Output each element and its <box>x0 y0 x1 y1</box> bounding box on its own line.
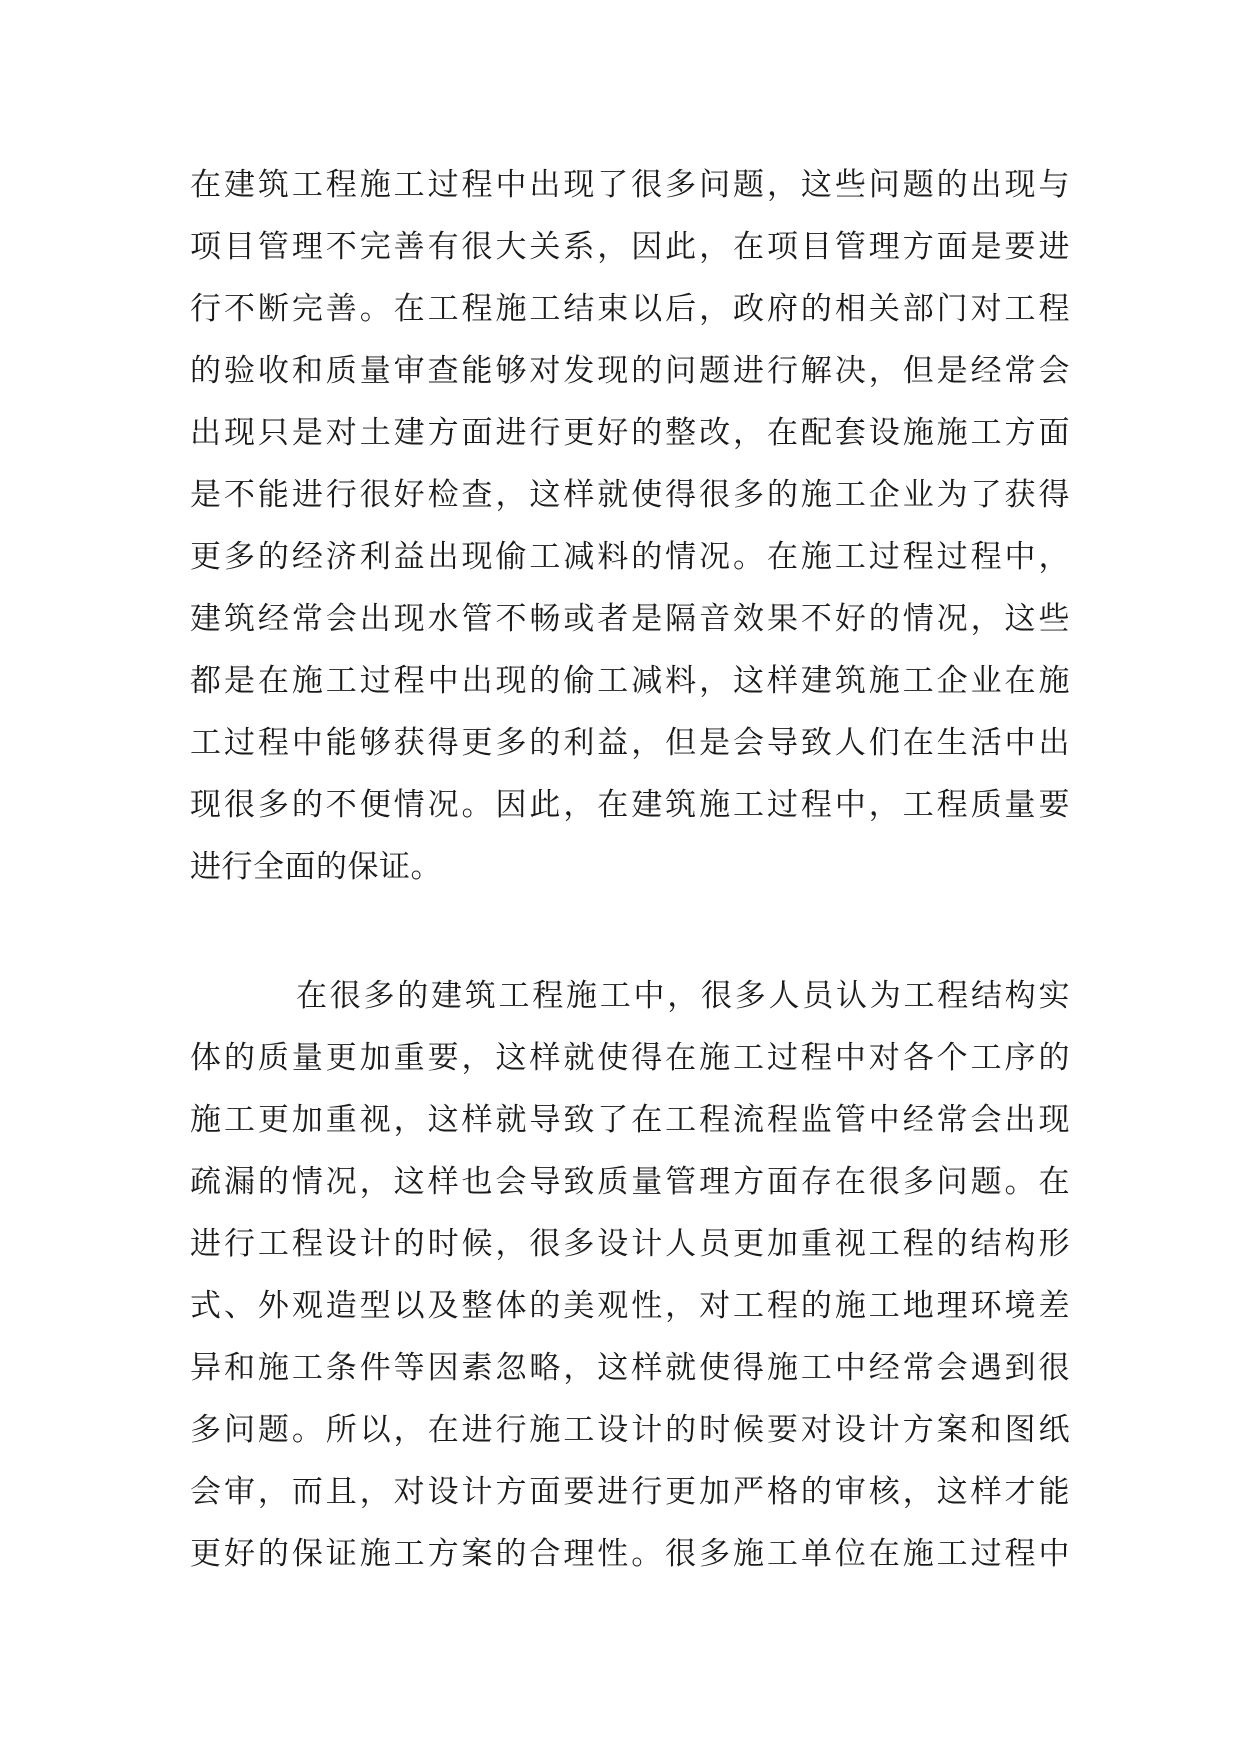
text-line: 异和施工条件等因素忽略，这样就使得施工中经常会遇到很 <box>190 1350 1070 1386</box>
text-line: 在很多的建筑工程施工中，很多人员认为工程结构实 <box>296 978 1070 1014</box>
text-line: 更好的保证施工方案的合理性。很多施工单位在施工过程中 <box>190 1536 1070 1572</box>
text-line: 建筑经常会出现水管不畅或者是隔音效果不好的情况，这些 <box>190 601 1070 637</box>
text-line: 工过程中能够获得更多的利益，但是会导致人们在生活中出 <box>190 725 1070 761</box>
text-line: 更多的经济利益出现偷工减料的情况。在施工过程过程中， <box>190 539 1070 575</box>
text-line: 在建筑工程施工过程中出现了很多问题，这些问题的出现与 <box>190 167 1070 203</box>
text-line: 进行工程设计的时候，很多设计人员更加重视工程的结构形 <box>190 1226 1070 1262</box>
paragraph-2 <box>190 965 1070 1585</box>
paragraph-1 <box>190 154 1070 898</box>
text-line: 的验收和质量审查能够对发现的问题进行解决，但是经常会 <box>190 353 1070 389</box>
text-line: 多问题。所以，在进行施工设计的时候要对设计方案和图纸 <box>190 1412 1070 1448</box>
text-line: 式、外观造型以及整体的美观性，对工程的施工地理环境差 <box>190 1288 1070 1324</box>
text-line: 是不能进行很好检查，这样就使得很多的施工企业为了获得 <box>190 477 1070 513</box>
text-line: 项目管理不完善有很大关系，因此，在项目管理方面是要进 <box>190 229 1070 265</box>
text-line: 会审，而且，对设计方面要进行更加严格的审核，这样才能 <box>190 1474 1070 1510</box>
text-line: 现很多的不便情况。因此，在建筑施工过程中，工程质量要 <box>190 787 1070 823</box>
text-line: 疏漏的情况，这样也会导致质量管理方面存在很多问题。在 <box>190 1164 1070 1200</box>
text-line: 体的质量更加重要，这样就使得在施工过程中对各个工序的 <box>190 1040 1070 1076</box>
text-line: 都是在施工过程中出现的偷工减料，这样建筑施工企业在施 <box>190 663 1070 699</box>
text-line: 施工更加重视，这样就导致了在工程流程监管中经常会出现 <box>190 1102 1070 1138</box>
text-line: 行不断完善。在工程施工结束以后，政府的相关部门对工程 <box>190 291 1070 327</box>
text-line: 出现只是对土建方面进行更好的整改，在配套设施施工方面 <box>190 415 1070 451</box>
text-line: 进行全面的保证。 <box>190 849 442 885</box>
